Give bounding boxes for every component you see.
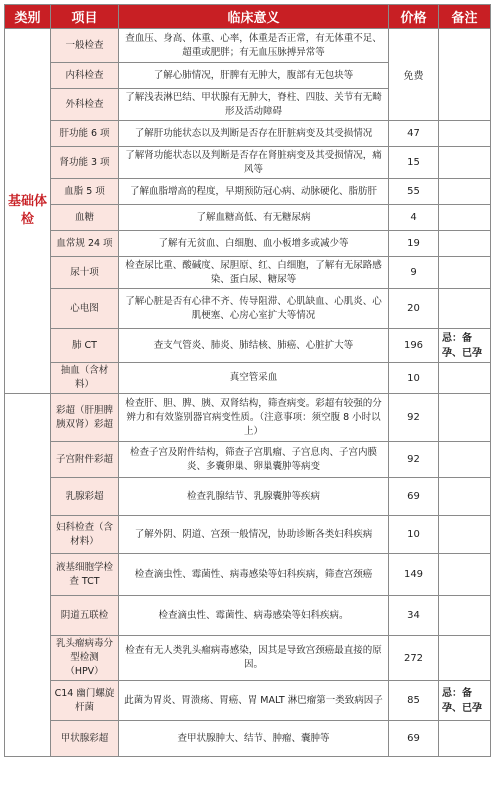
price-cell: 55 [389,179,439,205]
desc-cell: 了解肝功能状态以及判断是否存在肝脏病变及其受损情况 [119,121,389,147]
table-row [5,596,491,636]
note-cell [439,205,491,231]
desc-cell: 了解心脏是否有心律不齐、传导阻滞、心肌缺血、心肌炎、心肌梗塞、心房心室扩大等情况 [119,289,389,329]
price-cell: 20 [389,289,439,329]
desc-cell: 检查尿比重、酸碱度、尿胆原、红、白细胞，了解有无尿路感染、蛋白尿、糖尿等 [119,257,389,289]
item-cell: 液基细胞学检查 TCT [51,554,119,596]
table-row [5,231,491,257]
table-row [5,147,491,179]
item-cell: 肺 CT [51,329,119,363]
desc-cell: 了解血脂增高的程度，早期预防冠心病、动脉硬化、脂肪肝 [119,179,389,205]
header-item: 项目 [51,5,119,29]
category-cell-empty [5,394,51,757]
table-row [5,394,491,442]
desc-cell: 检查肝、胆、脾、胰、双肾结构，筛查病变。彩超有较强的分辨力和有效鉴别器官病变性质。（注意事项：须空腹 8 小时以上） [119,394,389,442]
note-cell [439,442,491,478]
item-cell: 血糖 [51,205,119,231]
desc-cell: 了解外阴、阴道、宫颈一般情况，协助诊断各类妇科疾病 [119,516,389,554]
header-price: 价格 [389,5,439,29]
price-cell: 4 [389,205,439,231]
table-row [5,257,491,289]
desc-cell: 查支气管炎、肺炎、肺结核、肺癌、心脏扩大等 [119,329,389,363]
desc-cell: 此菌为胃炎、胃溃疡、胃癌、胃 MALT 淋巴瘤第一类致病因子 [119,681,389,721]
item-cell: 彩超（肝胆脾胰双肾）彩超 [51,394,119,442]
note-cell [439,121,491,147]
exam-table-container [4,4,491,757]
item-cell: 尿十项 [51,257,119,289]
item-cell: 抽血（含材料） [51,363,119,394]
exam-price-table [4,4,491,757]
price-cell: 85 [389,681,439,721]
note-cell [439,29,491,121]
price-cell: 9 [389,257,439,289]
note-cell: 忌：备孕、已孕 [439,681,491,721]
item-cell: 子宫附件彩超 [51,442,119,478]
item-cell: 肾功能 3 项 [51,147,119,179]
desc-cell: 检查子宫及附件结构，筛查子宫肌瘤、子宫息肉、子宫内膜炎、多囊卵巢、卵巢囊肿等病变 [119,442,389,478]
note-cell [439,516,491,554]
item-cell: 血常规 24 项 [51,231,119,257]
note-cell [439,636,491,681]
price-cell: 69 [389,721,439,757]
item-cell: 一般检查 [51,29,119,63]
price-cell: 34 [389,596,439,636]
note-cell [439,147,491,179]
desc-cell: 检查滴虫性、霉菌性、病毒感染等妇科疾病，筛查宫颈癌 [119,554,389,596]
desc-cell: 了解浅表淋巴结、甲状腺有无肿大，脊柱、四肢、关节有无畸形及活动障碍 [119,89,389,121]
item-cell: 心电图 [51,289,119,329]
note-cell [439,231,491,257]
note-cell [439,596,491,636]
item-cell: 肝功能 6 项 [51,121,119,147]
price-cell: 15 [389,147,439,179]
note-cell [439,554,491,596]
item-cell: 乳头瘤病毒分型检测（HPV） [51,636,119,681]
item-cell: 甲状腺彩超 [51,721,119,757]
price-cell: 272 [389,636,439,681]
table-header-row [5,5,491,29]
item-cell: 内科检查 [51,63,119,89]
table-row [5,205,491,231]
table-row [5,554,491,596]
desc-cell: 了解血糖高低、有无糖尿病 [119,205,389,231]
table-row [5,636,491,681]
table-row [5,329,491,363]
table-row [5,442,491,478]
price-cell: 196 [389,329,439,363]
table-row [5,179,491,205]
price-cell: 19 [389,231,439,257]
table-row [5,121,491,147]
note-cell [439,257,491,289]
price-cell: 92 [389,394,439,442]
note-cell [439,394,491,442]
desc-cell: 检查有无人类乳头瘤病毒感染，因其是导致宫颈癌最直接的原因。 [119,636,389,681]
item-cell: 外科检查 [51,89,119,121]
table-row [5,721,491,757]
table-row [5,363,491,394]
price-cell: 10 [389,516,439,554]
price-cell: 免费 [389,29,439,121]
note-cell [439,289,491,329]
table-row [5,681,491,721]
note-cell [439,363,491,394]
note-cell [439,721,491,757]
desc-cell: 了解心肺情况，肝脾有无肿大，腹部有无包块等 [119,63,389,89]
table-row [5,289,491,329]
table-row [5,29,491,63]
desc-cell: 检查滴虫性、霉菌性、病毒感染等妇科疾病。 [119,596,389,636]
header-note: 备注 [439,5,491,29]
header-clinical-meaning: 临床意义 [119,5,389,29]
item-cell: 妇科检查（含材料） [51,516,119,554]
price-cell: 149 [389,554,439,596]
item-cell: C14 幽门螺旋杆菌 [51,681,119,721]
note-cell [439,179,491,205]
desc-cell: 真空管采血 [119,363,389,394]
price-cell: 47 [389,121,439,147]
item-cell: 乳腺彩超 [51,478,119,516]
desc-cell: 查甲状腺肿大、结节、肿瘤、囊肿等 [119,721,389,757]
table-row [5,478,491,516]
table-row [5,516,491,554]
header-category: 类别 [5,5,51,29]
desc-cell: 了解有无贫血、白细胞、血小板增多或减少等 [119,231,389,257]
desc-cell: 查血压、身高、体重、心率，体重是否正常，有无体重不足、超重或肥胖；有无血压脉搏异常等 [119,29,389,63]
category-cell: 基础体检 [5,29,51,394]
item-cell: 阴道五联检 [51,596,119,636]
desc-cell: 了解肾功能状态以及判断是否存在肾脏病变及其受损情况，痛风等 [119,147,389,179]
item-cell: 血脂 5 项 [51,179,119,205]
price-cell: 92 [389,442,439,478]
desc-cell: 检查乳腺结节、乳腺囊肿等疾病 [119,478,389,516]
note-cell: 忌：备孕、已孕 [439,329,491,363]
note-cell [439,478,491,516]
price-cell: 69 [389,478,439,516]
price-cell: 10 [389,363,439,394]
